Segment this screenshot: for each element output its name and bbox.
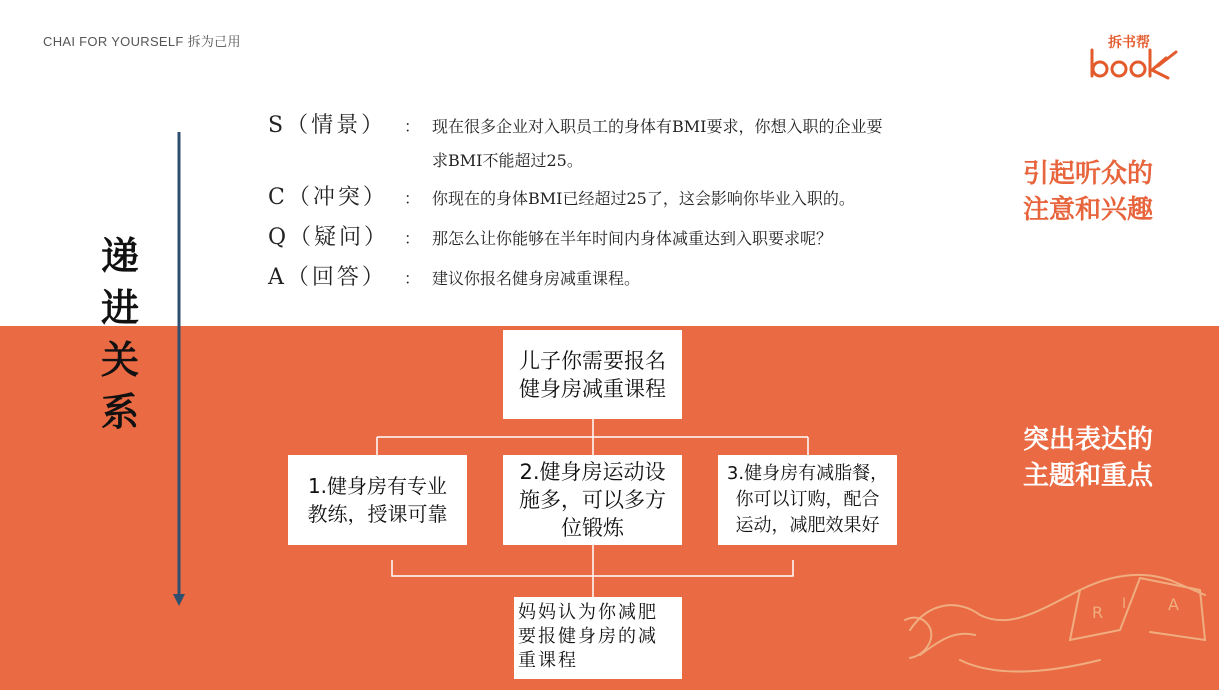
tree-child-box-1 [288, 455, 467, 545]
scqa-colon: ： [404, 229, 421, 248]
highlight-line: 引起听众的 [1022, 159, 1153, 189]
tree-child-box-2 [503, 455, 682, 545]
highlight-line: 注意和兴趣 [1022, 195, 1153, 225]
box-line: 重课程 [518, 650, 578, 671]
box-line: 健身房减重课程 [519, 376, 666, 401]
svg-text:A: A [1168, 595, 1179, 614]
header-tagline: CHAI FOR YOURSELF 拆为己用 [43, 34, 241, 49]
tree-child-box-3 [718, 455, 897, 545]
scqa-key: A（回答） [268, 265, 387, 290]
scqa-colon: ： [404, 269, 421, 288]
highlight-line: 突出表达的 [1022, 425, 1153, 455]
box-line: 施多，可以多方 [519, 488, 666, 512]
highlight-line: 主题和重点 [1022, 461, 1153, 491]
box-line: 你可以订购，配合 [735, 489, 880, 510]
box-line: 儿子你需要报名 [519, 348, 666, 373]
scqa-value: 你现在的身体BMI已经超过25了，这会影响你毕业入职的。 [432, 189, 855, 208]
box-line: 要报健身房的减 [518, 626, 658, 647]
logo-top-text: 拆书帮 [1108, 35, 1150, 51]
box-line: 3.健身房有减脂餐， [726, 463, 889, 484]
title-char: 进 [100, 286, 139, 330]
scqa-colon: ： [404, 117, 421, 136]
box-line: 1.健身房有专业 [307, 474, 448, 498]
box-line: 运动，减肥效果好 [735, 515, 880, 536]
svg-text:R: R [1092, 603, 1104, 622]
scqa-value: 那怎么让你能够在半年时间内身体减重达到入职要求呢？ [432, 229, 833, 248]
scqa-colon: ： [404, 189, 421, 208]
scqa-key: S（情景） [268, 113, 387, 138]
title-char: 关 [100, 338, 139, 382]
scqa-key: Q（疑问） [268, 225, 390, 250]
box-line: 妈妈认为你减肥 [518, 602, 658, 623]
box-line: 位锻炼 [561, 516, 624, 540]
scqa-value: 现在很多企业对入职员工的身体有BMI要求，你想入职的企业要 [432, 117, 883, 136]
scqa-value: 建议你报名健身房减重课程。 [432, 269, 641, 288]
tree-root-box [503, 330, 682, 419]
svg-text:I: I [1122, 596, 1127, 612]
box-line: 2.健身房运动设 [519, 460, 666, 484]
scqa-value: 求BMI不能超过25。 [432, 151, 583, 170]
title-char: 递 [100, 234, 139, 278]
scqa-key: C（冲突） [268, 185, 388, 210]
box-line: 教练，授课可靠 [307, 502, 448, 526]
tree-conclusion-box [514, 597, 682, 679]
title-char: 系 [100, 390, 139, 434]
